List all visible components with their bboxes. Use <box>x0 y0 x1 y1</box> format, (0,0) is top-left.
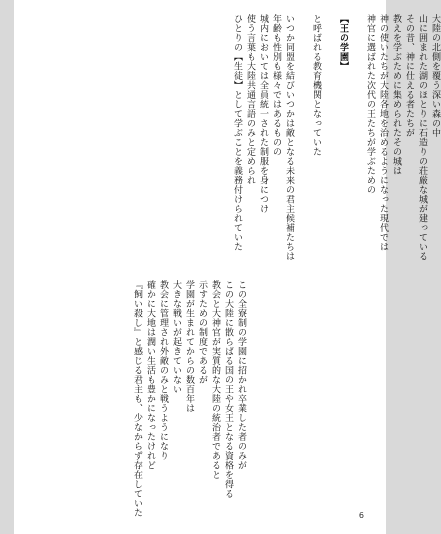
text-line: いつか同盟を結びいつかは敵となる未来の君主候補たちは <box>284 14 294 261</box>
lower-text-block <box>130 280 247 520</box>
text-line: 学園が生まれてからの数百年は <box>184 280 194 413</box>
text-line: 城内においては全員統一された制服を身につけ <box>258 14 268 214</box>
text-line: 大陸の北側を覆う深い森の中 <box>430 14 440 138</box>
text-line: 山に囲まれた湖のほとりに石造りの荘厳な城が建っている <box>417 14 427 261</box>
text-line: その昔、神に仕える者たちが <box>404 14 414 138</box>
page-number: 6 <box>358 511 364 520</box>
text-line: 教えを学ぶために集められたその城は <box>391 14 401 176</box>
text-line: 神の使いたちが大陸各地を治めるようになった現代では <box>378 14 388 252</box>
text-line: 大きな戦いが起きていない <box>171 280 181 394</box>
upper-text-block <box>230 14 441 261</box>
text-line: 示すための制度であるが <box>197 280 207 385</box>
text-line: この大陸に散らばる国の王や女王となる資格を得る <box>223 280 233 499</box>
section-heading: 【王の学園】 <box>338 14 348 71</box>
text-line: 教会と大神官が実質的な大陸の統治者であると <box>210 280 220 480</box>
text-line: 年齢も性別も様々ではあるものの <box>271 14 281 157</box>
text-line: 確かに大地は潤い生活も豊かになったけれど <box>145 280 155 470</box>
book-page <box>14 0 440 534</box>
text-line: 使う言葉も大陸共通言語のみと定められ <box>245 14 255 185</box>
text-line: 神官に選ばれた次代の王たちが学ぶための <box>365 14 375 195</box>
text-line: 『飼い殺し』と感じる君主も、少なからず存在していた <box>132 280 142 518</box>
text-line: 教会に管理され外敵のみと戦うようになり <box>158 280 168 461</box>
text-line: この全寮制の学園に招かれ卒業した者のみが <box>236 280 246 470</box>
text-line: ひとりの【生徒】として学ぶことを義務付けられていた <box>232 14 242 252</box>
text-line: と呼ばれる教育機関となっていた <box>311 14 321 157</box>
